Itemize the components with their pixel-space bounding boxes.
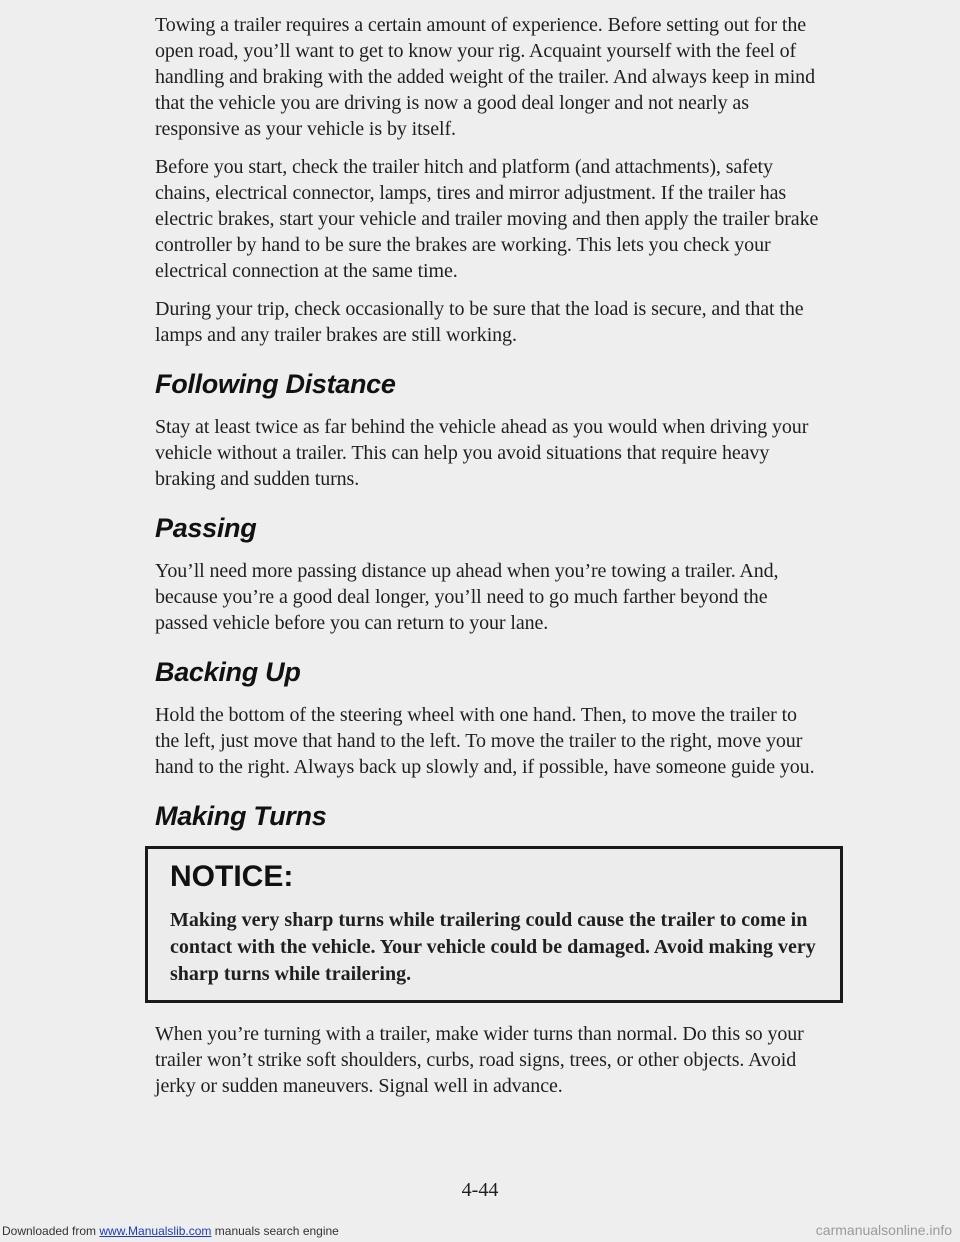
page-number: 4-44 — [461, 1179, 499, 1201]
notice-box — [145, 846, 843, 1003]
intro-paragraph-3: During your trip, check occasionally to be sure that the load is secure, and that the lamps and any trailer brakes are still working. — [155, 298, 804, 346]
download-footer — [2, 1224, 339, 1238]
heading-backing-up: Backing Up — [155, 657, 301, 687]
notice-title: NOTICE: — [170, 860, 294, 893]
content-column — [155, 12, 823, 1111]
intro-paragraph-1: Towing a trailer requires a certain amount of experience. Before setting out for the open road, you’ll want to get to know your rig. Acquaint yourself with the feel of handling and braking with the added weight of the trailer. And always keep in mind that the vehicle you are driving is now a good deal longer and not nearly as responsive as your vehicle is by itself. — [155, 14, 815, 140]
following-distance-text: Stay at least twice as far behind the vehicle ahead as you would when driving your vehicle without a trailer. This can help you avoid situations that require heavy braking and sudden turns. — [155, 416, 809, 490]
watermark: carmanualsonline.info — [815, 1222, 952, 1238]
notice-text: Making very sharp turns while trailering could cause the trailer to come in contact with the vehicle. Your vehicle could be damaged. Avoid making very sharp turns while trailering. — [170, 909, 816, 985]
footer-prefix: Downloaded from — [2, 1224, 100, 1238]
heading-making-turns: Making Turns — [155, 801, 327, 831]
making-turns-text: When you’re turning with a trailer, make wider turns than normal. Do this so your trailer won’t strike soft shoulders, curbs, road signs, trees, or other objects. Avoid jerky or sudden maneuvers. Signal well in advance. — [155, 1023, 804, 1097]
footer-suffix: manuals search engine — [211, 1224, 339, 1238]
backing-up-text: Hold the bottom of the steering wheel with one hand. Then, to move the trailer to the left, just move that hand to the left. To move the trailer to the right, move your hand to the right. Always back up slowly and, if possible, have someone guide you. — [155, 704, 815, 778]
passing-text: You’ll need more passing distance up ahead when you’re towing a trailer. And, because you’re a good deal longer, you’ll need to go much farther beyond the passed vehicle before you can return to your lane. — [155, 560, 779, 634]
heading-passing: Passing — [155, 513, 257, 543]
intro-paragraph-2: Before you start, check the trailer hitch and platform (and attachments), safety chains, electrical connector, lamps, tires and mirror adjustment. If the trailer has electric brakes, start your vehicle and trailer moving and then apply the trailer brake controller by hand to be sure the brakes are working. This lets you check your electrical connection at the same time. — [155, 156, 819, 282]
manualslib-link[interactable]: www.Manualslib.com — [99, 1224, 212, 1238]
heading-following-distance: Following Distance — [155, 369, 396, 399]
